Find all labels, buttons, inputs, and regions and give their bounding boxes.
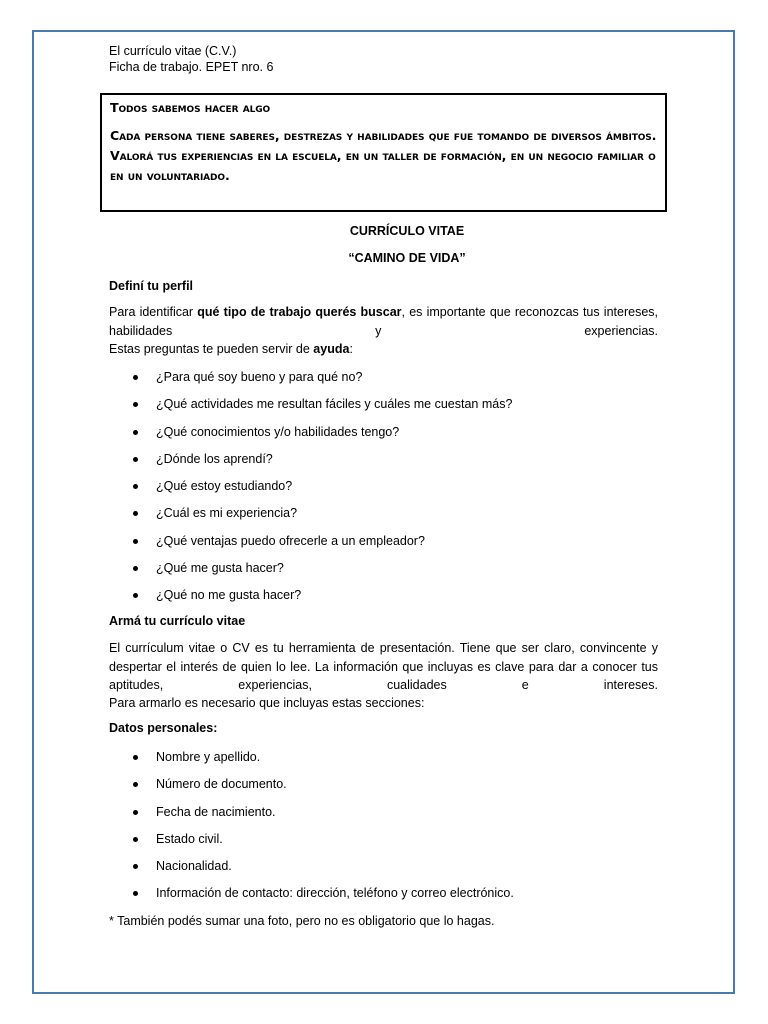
list-item-text: Número de documento. bbox=[156, 777, 287, 792]
ayuda-text-c: : bbox=[349, 342, 353, 356]
bullet-icon bbox=[133, 511, 138, 516]
section-heading-cv: Armá tu currículo vitae bbox=[109, 614, 246, 628]
list-item bbox=[109, 560, 512, 587]
bullet-icon bbox=[133, 457, 138, 462]
list-item-text: Nombre y apellido. bbox=[156, 750, 261, 764]
list-item bbox=[109, 369, 512, 396]
list-item bbox=[109, 396, 512, 423]
list-item-text: ¿Cuál es mi experiencia? bbox=[156, 506, 298, 521]
header-subtitle: Ficha de trabajo. EPET nro. 6 bbox=[109, 60, 274, 74]
list-item bbox=[109, 776, 514, 803]
header-title: El currículo vitae (C.V.) bbox=[109, 44, 237, 58]
bullet-icon bbox=[133, 402, 138, 407]
list-item bbox=[109, 451, 512, 478]
main-subtitle: “CAMINO DE VIDA” bbox=[348, 251, 466, 265]
bullet-icon bbox=[133, 755, 138, 760]
bullet-icon bbox=[133, 837, 138, 842]
list-item-text: Estado civil. bbox=[156, 831, 223, 846]
list-item-text: ¿Dónde los aprendí? bbox=[156, 451, 273, 466]
list-item-text: Nacionalidad. bbox=[156, 859, 232, 874]
perfil-text-c: , es importante que reconozcas tus intereses, habilidades y experiencias. bbox=[109, 305, 658, 338]
list-item-text: ¿Para qué soy bueno y para qué no? bbox=[156, 370, 363, 384]
list-item bbox=[109, 505, 512, 532]
ayuda-text-a: Estas preguntas te pueden servir de bbox=[109, 342, 314, 356]
datos-list bbox=[109, 749, 514, 913]
bullet-icon bbox=[133, 539, 138, 544]
list-item bbox=[109, 424, 512, 451]
list-item bbox=[109, 858, 514, 885]
bullet-icon bbox=[133, 593, 138, 598]
main-title: CURRÍCULO VITAE bbox=[349, 224, 465, 238]
list-item bbox=[109, 885, 514, 912]
cv-paragraph: El currículum vitae o CV es tu herramienta de presentación. Tiene que ser claro, convincente y despertar el interés de quien lo lee. La información que incluyas es clave para dar a conocer tus aptitudes, experiencias, cualidades e intereses. bbox=[109, 641, 658, 692]
intro-box-body: Cada persona tiene saberes, destrezas y habilidades que fue tomando de diversos ámbitos. Valorá tus experiencias en la escuela, en un taller de formación, en un negocio familiar o en un voluntariado. bbox=[110, 128, 657, 183]
list-item-text: Información de contacto: dirección, teléfono y correo electrónico. bbox=[156, 886, 514, 901]
bullet-icon bbox=[133, 782, 138, 787]
ayuda-text-bold: ayuda bbox=[313, 342, 350, 356]
perfil-paragraph bbox=[109, 303, 658, 340]
intro-box-title: Todos sabemos hacer algo bbox=[110, 100, 271, 115]
questions-list bbox=[109, 369, 512, 615]
intro-box bbox=[100, 93, 667, 212]
list-item-text: Fecha de nacimiento. bbox=[156, 804, 276, 819]
bullet-icon bbox=[133, 864, 138, 869]
ayuda-paragraph bbox=[109, 340, 658, 359]
list-item bbox=[109, 478, 512, 505]
list-item bbox=[109, 804, 514, 831]
perfil-text-a: Para identificar bbox=[109, 305, 198, 319]
section-heading-datos: Datos personales: bbox=[109, 721, 218, 735]
list-item-text: ¿Qué ventajas puedo ofrecerle a un empleador? bbox=[156, 533, 425, 548]
footnote: * También podés sumar una foto, pero no es obligatorio que lo hagas. bbox=[109, 914, 495, 928]
list-item bbox=[109, 533, 512, 560]
list-item-text: ¿Qué conocimientos y/o habilidades tengo? bbox=[156, 424, 400, 439]
secciones-paragraph: Para armarlo es necesario que incluyas estas secciones: bbox=[109, 696, 425, 710]
bullet-icon bbox=[133, 566, 138, 571]
list-item-text: ¿Qué estoy estudiando? bbox=[156, 479, 293, 494]
bullet-icon bbox=[133, 484, 138, 489]
list-item bbox=[109, 749, 514, 776]
list-item-text: ¿Qué actividades me resultan fáciles y cuáles me cuestan más? bbox=[156, 397, 513, 412]
list-item bbox=[109, 587, 512, 614]
section-heading-perfil: Definí tu perfil bbox=[109, 279, 194, 293]
bullet-icon bbox=[133, 375, 138, 380]
bullet-icon bbox=[133, 810, 138, 815]
bullet-icon bbox=[133, 891, 138, 896]
list-item bbox=[109, 831, 514, 858]
list-item-text: ¿Qué me gusta hacer? bbox=[156, 561, 284, 576]
bullet-icon bbox=[133, 430, 138, 435]
perfil-text-bold: qué tipo de trabajo querés buscar bbox=[197, 305, 402, 319]
list-item-text: ¿Qué no me gusta hacer? bbox=[156, 588, 302, 603]
document-header bbox=[109, 43, 273, 75]
